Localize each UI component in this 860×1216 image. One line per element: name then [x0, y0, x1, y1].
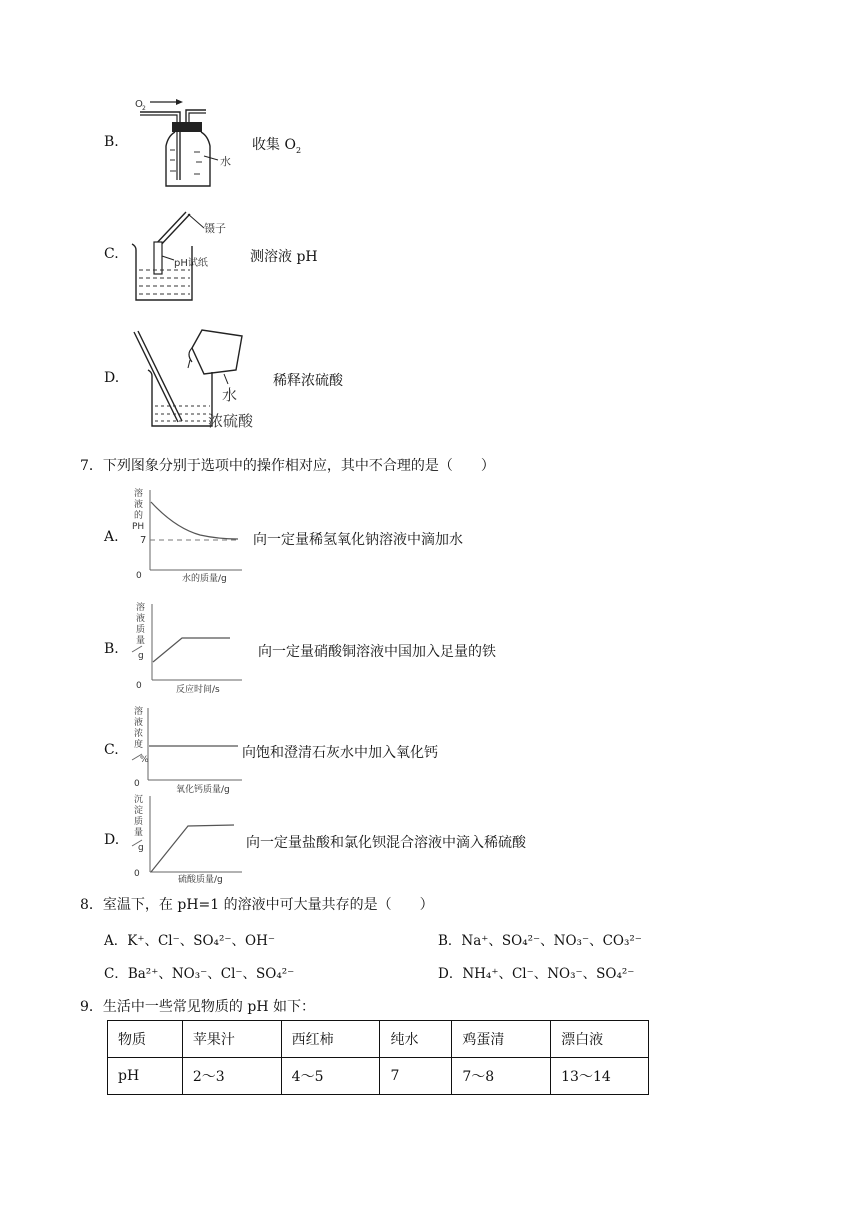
svg-text:g: g	[138, 843, 144, 853]
table-cell: 漂白液	[551, 1021, 649, 1058]
table-cell: 鸡蛋清	[452, 1021, 551, 1058]
svg-text:溶: 溶	[134, 489, 144, 499]
svg-text:硫酸质量/g: 硫酸质量/g	[178, 875, 223, 885]
svg-text:g: g	[138, 651, 144, 661]
ph-table	[107, 1020, 649, 1095]
figure-ph-paper-label: pH试纸	[174, 258, 208, 269]
svg-text:7: 7	[140, 535, 147, 546]
svg-text:0: 0	[134, 779, 140, 789]
table-cell: 物质	[108, 1021, 183, 1058]
svg-text:度: 度	[134, 740, 144, 750]
figure-tweezers-label: 镊子	[204, 222, 226, 235]
option-letter-7c: C.	[104, 742, 119, 758]
svg-text:0: 0	[136, 571, 142, 581]
svg-text:量: 量	[136, 636, 146, 646]
svg-text:沉: 沉	[134, 795, 144, 805]
graph-7a	[130, 486, 250, 586]
table-row	[108, 1058, 649, 1095]
q8-option-b: B．Na⁺、SO₄²⁻、NO₃⁻、CO₃²⁻	[438, 933, 642, 949]
svg-text:2: 2	[142, 105, 146, 112]
svg-text:质: 质	[136, 625, 146, 635]
svg-text:氧化钙质量/g: 氧化钙质量/g	[176, 785, 230, 795]
svg-text:淀: 淀	[134, 806, 144, 816]
svg-text:溶: 溶	[136, 603, 146, 613]
figure-water-label: 水	[220, 155, 231, 168]
q8-option-a: A．K⁺、Cl⁻、SO₄²⁻、OH⁻	[104, 933, 275, 949]
svg-text:质: 质	[134, 817, 144, 827]
option-letter-6d: D.	[104, 370, 120, 386]
figure-gas-label: O	[135, 99, 143, 110]
graph-7d	[130, 792, 250, 888]
svg-text:液: 液	[134, 718, 144, 728]
option-desc-6c: 测溶液 pH	[250, 249, 318, 265]
option-letter-7b: B.	[104, 641, 119, 657]
option-desc-6b: 收集 $O_2$	[252, 137, 302, 155]
table-header-row	[108, 1021, 649, 1058]
svg-text:水的质量/g: 水的质量/g	[182, 574, 227, 584]
question-7-title: 7．下列图象分别于选项中的操作相对应，其中不合理的是（ ）	[80, 458, 495, 474]
table-cell: 7～8	[452, 1058, 551, 1095]
option-desc-7d: 向一定量盐酸和氯化钡混合溶液中滴入稀硫酸	[246, 835, 526, 851]
table-cell: 2～3	[182, 1058, 281, 1095]
graph-7c	[130, 704, 250, 800]
ph-test-beaker-figure	[130, 208, 240, 304]
option-letter-7a: A.	[104, 529, 119, 545]
svg-text:液: 液	[134, 500, 144, 510]
question-8-title: 8．室温下，在 pH=1 的溶液中可大量共存的是（ ）	[80, 897, 434, 913]
figure-water-label: 水	[222, 386, 238, 404]
table-cell: 4～5	[281, 1058, 380, 1095]
table-cell: 西红柿	[281, 1021, 380, 1058]
option-desc-7a: 向一定量稀氢氧化钠溶液中滴加水	[253, 532, 463, 548]
svg-text:溶: 溶	[134, 707, 144, 717]
svg-text:PH: PH	[132, 522, 145, 532]
figure-acid-label: 浓硫酸	[208, 412, 254, 430]
question-9-title: 9．生活中一些常见物质的 pH 如下：	[80, 999, 315, 1015]
option-desc-6d: 稀释浓硫酸	[273, 373, 343, 389]
q8-option-d: D．NH₄⁺、Cl⁻、NO₃⁻、SO₄²⁻	[438, 966, 635, 982]
q8-option-c: C．Ba²⁺、NO₃⁻、Cl⁻、SO₄²⁻	[104, 966, 295, 982]
svg-text:液: 液	[136, 614, 146, 624]
table-cell: 苹果汁	[182, 1021, 281, 1058]
graph-7b	[130, 600, 250, 700]
table-cell: 7	[380, 1058, 452, 1095]
dilute-sulfuric-acid-figure	[130, 326, 270, 436]
svg-text:反应时间/s: 反应时间/s	[176, 685, 220, 695]
table-cell: pH	[108, 1058, 183, 1095]
svg-text:的: 的	[134, 511, 144, 521]
gas-collection-bottle-figure	[130, 96, 240, 192]
svg-text:0: 0	[136, 681, 142, 691]
table-cell: 13～14	[551, 1058, 649, 1095]
option-desc-7b: 向一定量硝酸铜溶液中国加入足量的铁	[258, 644, 496, 660]
svg-text:%: %	[140, 755, 149, 765]
svg-text:量: 量	[134, 828, 144, 838]
option-letter-6c: C.	[104, 246, 119, 262]
svg-text:0: 0	[134, 869, 140, 879]
table-cell: 纯水	[380, 1021, 452, 1058]
option-desc-7c: 向饱和澄清石灰水中加入氧化钙	[242, 745, 438, 761]
svg-text:浓: 浓	[134, 729, 144, 739]
option-letter-7d: D.	[104, 832, 120, 848]
option-letter-6b: B.	[104, 134, 119, 150]
